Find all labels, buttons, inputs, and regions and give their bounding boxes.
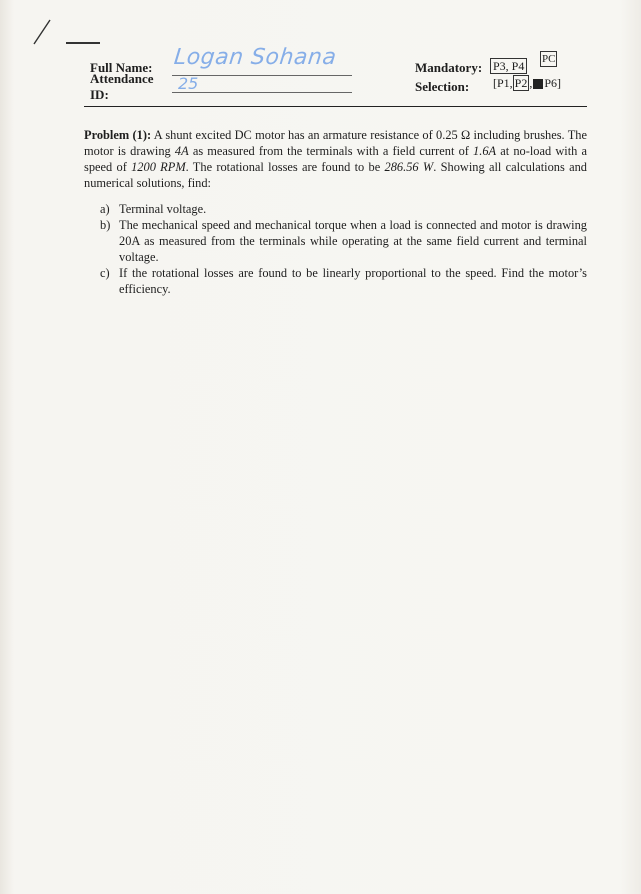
- problem-title: Problem (1):: [84, 128, 152, 142]
- list-item: [100, 201, 587, 217]
- student-info: [90, 58, 172, 102]
- selection-p2-circled: P2: [514, 76, 528, 90]
- problem-text-4: . The rotational losses are found to be: [185, 160, 385, 174]
- handwritten-name: Logan Sohana: [172, 45, 338, 70]
- list-item: [100, 217, 587, 265]
- attendance-line: [172, 92, 352, 93]
- speed: 1200 RPM: [131, 160, 186, 174]
- problem-text-2: as measured from the terminals with a field current of: [188, 144, 474, 158]
- handwritten-attendance-id: 25: [178, 74, 199, 93]
- slash-mark: [30, 18, 54, 51]
- losses: 286.56 W: [384, 160, 434, 174]
- question-list: [100, 201, 587, 297]
- selection-value: [P1, P2 , P6]: [493, 76, 562, 90]
- full-name-label: Full Name:: [90, 59, 153, 75]
- selection-open: [P1,: [493, 76, 513, 90]
- selection-close: P6]: [544, 76, 562, 90]
- full-name-line: [172, 75, 352, 76]
- dash-mark: [66, 42, 100, 44]
- slash-mark-icon: [30, 18, 54, 46]
- problem-text-5: . Showing all calculations and numerical solutions, find:: [84, 160, 587, 190]
- item-letter: a): [100, 202, 110, 216]
- problem-text-1: A shunt excited DC motor has an armature resistance of 0.25 Ω including brushes. The motor is drawing: [84, 128, 587, 158]
- problem-text-3: at no-load with a speed of: [84, 144, 587, 174]
- mandatory-label: Mandatory:: [415, 59, 483, 75]
- mandatory-box: P3, P4: [490, 58, 527, 74]
- pc-mark: PC: [542, 53, 556, 65]
- item-text: If the rotational losses are found to be linearly proportional to the speed. Find the motor’s efficiency.: [119, 266, 587, 296]
- header-divider: [84, 106, 587, 107]
- problem-selection: [415, 58, 482, 96]
- selection-label: Selection:: [415, 78, 470, 94]
- problem-statement: [84, 127, 587, 191]
- item-text: Terminal voltage.: [119, 202, 207, 216]
- attendance-label: Attendance ID:: [90, 70, 154, 102]
- item-letter: b): [100, 218, 111, 232]
- item-text: The mechanical speed and mechanical torque when a load is connected and motor is drawing 20A as measured from the terminals while operating at the same field current and terminal voltage.: [119, 218, 587, 264]
- item-letter: c): [100, 266, 110, 280]
- current-noload: 4A: [174, 144, 189, 158]
- list-item: [100, 265, 587, 297]
- field-current: 1.6A: [473, 144, 497, 158]
- scribble-icon: [533, 79, 543, 89]
